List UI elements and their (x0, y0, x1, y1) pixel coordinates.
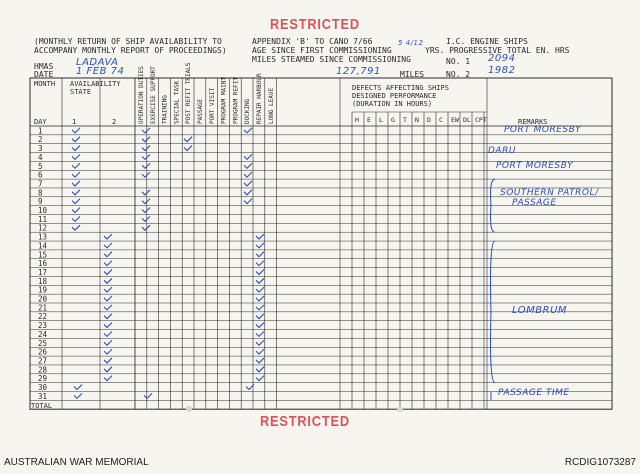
state2-tick (104, 243, 112, 248)
form-title-line1: (MONTHLY RETURN OF SHIP AVAILABILITY TO (34, 37, 222, 46)
day-number: 15 (38, 250, 48, 260)
state2-tick (104, 287, 112, 292)
state1-tick (72, 146, 80, 151)
footer-id: RCDIG1073287 (564, 457, 636, 468)
activity-header: POST REFIT TRIALS (185, 62, 193, 124)
operation-tick (142, 146, 150, 151)
state1-tick (72, 181, 80, 186)
remark-passage-time: PASSAGE TIME (498, 388, 570, 398)
operation-tick (142, 190, 150, 195)
hmas-value: LADAVA (76, 57, 119, 68)
punch-hole-left (186, 406, 192, 412)
state1-tick (74, 385, 82, 390)
maint-tick (256, 331, 264, 336)
activity-header: SPECIAL TASK (173, 80, 181, 124)
defect-code: D (427, 116, 431, 124)
day-number: 11 (38, 214, 48, 224)
defects-header-1: DEFECTS AFFECTING SHIPS (352, 84, 449, 92)
maint-tick (256, 323, 264, 328)
defect-code: G (391, 116, 395, 124)
operation-tick (142, 208, 150, 213)
operation-tick (142, 225, 150, 230)
day-number: 4 (38, 152, 43, 162)
total-label: TOTAL (31, 402, 53, 410)
defect-code: L (379, 116, 383, 124)
remark-port-moresby-2: PORT MORESBY (496, 161, 574, 171)
age-label: AGE SINCE FIRST COMMISSIONING (252, 46, 392, 55)
operation-tick (142, 137, 150, 142)
state2-tick (104, 296, 112, 301)
passage-tick (244, 190, 252, 195)
operation-tick (142, 216, 150, 221)
engine-ships-label: I.C. ENGINE SHIPS (446, 37, 528, 46)
state2-tick (104, 252, 112, 257)
state2-tick (104, 367, 112, 372)
day-number: 6 (38, 170, 43, 180)
maint-tick (256, 358, 264, 363)
day-number: 18 (38, 276, 48, 286)
no1-value: 2094 (488, 53, 516, 64)
passage-tick (244, 163, 252, 168)
defect-code: T (403, 116, 407, 124)
form-title-line2: ACCOMPANY MONTHLY REPORT OF PROCEEDINGS) (34, 46, 227, 55)
miles-value: 127,791 (336, 66, 381, 77)
day-number: 27 (38, 356, 48, 366)
defect-code: CPT (475, 116, 487, 124)
maint-tick (256, 287, 264, 292)
state2-header: 2 (112, 118, 117, 126)
defect-code: C (439, 116, 443, 124)
day-number: 25 (38, 338, 48, 348)
maint-tick (256, 340, 264, 345)
no2-label: NO. 2 (446, 70, 471, 79)
day-number: 3 (38, 144, 43, 154)
availability-header: AVAILABILITY (70, 80, 121, 88)
maint-tick (256, 314, 264, 319)
day-number: 22 (38, 312, 48, 322)
remark-daru: DARU (488, 146, 516, 156)
activity-header: OPERATION DUTIES (138, 66, 145, 124)
remark-southern-patrol: SOUTHERN PATROL/ (500, 188, 599, 198)
maint-tick (256, 349, 264, 354)
day-number: 14 (38, 241, 48, 251)
day-number: 2 (38, 135, 43, 145)
day-number: 19 (38, 285, 48, 295)
operation-tick (142, 172, 150, 177)
state2-tick (104, 376, 112, 381)
day-number: 23 (38, 321, 48, 331)
special-task-tick (184, 137, 192, 142)
day-number: 29 (38, 374, 48, 384)
date-value: 1 FEB 74 (76, 66, 125, 77)
miles-unit: MILES (400, 70, 425, 79)
defects-header-2: DESIGNED PERFORMANCE (352, 92, 437, 100)
day-number: 12 (38, 223, 48, 233)
state2-tick (104, 269, 112, 274)
activity-header: LONG LEAVE (267, 87, 275, 124)
no1-label: NO. 1 (446, 57, 471, 66)
operation-tick (142, 128, 150, 133)
state2-tick (104, 358, 112, 363)
defect-code: DL (463, 116, 471, 124)
state2-tick (104, 314, 112, 319)
port-visit-tick (244, 181, 252, 186)
day-header: DAY (34, 118, 47, 126)
yrs-label: YRS. PROGRESSIVE TOTAL EN. HRS (425, 46, 570, 55)
maint-tick (256, 269, 264, 274)
date-label: DATE (34, 70, 54, 79)
remark-passage: PASSAGE (512, 198, 557, 208)
day-number: 17 (38, 267, 48, 277)
activity-header: EXERCISE SUPPORT (149, 66, 157, 124)
defect-code: E (367, 116, 371, 124)
age-value: 5 4/12 (398, 39, 424, 47)
maint-tick (256, 305, 264, 310)
maint-tick (256, 367, 264, 372)
day-number: 5 (38, 161, 43, 171)
maint-tick (256, 278, 264, 283)
state2-tick (104, 305, 112, 310)
state2-tick (104, 331, 112, 336)
day-number: 20 (38, 294, 48, 304)
activity-header: PORT VISIT (208, 87, 216, 124)
day-number: 28 (38, 365, 48, 375)
day-number: 10 (38, 206, 48, 215)
state1-tick (72, 172, 80, 177)
remark-lombrum: LOMBRUM (512, 305, 568, 316)
activity-header: TRAINING (161, 95, 169, 124)
special-task-tick (184, 146, 192, 151)
activity-header: REPAIR HARBOUR (256, 73, 263, 124)
defect-code: H (355, 116, 359, 124)
state2-tick (104, 278, 112, 283)
state2-tick (104, 261, 112, 266)
operation-tick (144, 393, 152, 398)
state1-tick (72, 208, 80, 213)
hmas-label: HMAS (34, 62, 54, 71)
defect-code: EW (451, 116, 459, 124)
state-header: STATE (70, 88, 92, 96)
state1-tick (74, 393, 82, 398)
maint-tick (256, 376, 264, 381)
state1-tick (72, 128, 80, 133)
month-header: MONTH (34, 80, 56, 88)
activity-header: PROGRAM MAINT (220, 77, 228, 124)
day-number: 26 (38, 347, 48, 357)
restricted-stamp-top: RESTRICTED (269, 16, 360, 33)
defect-code: N (415, 116, 419, 124)
port-visit-tick (244, 154, 252, 159)
state1-tick (72, 225, 80, 230)
miles-commissioning-label: MILES STEAMED SINCE COMMISSIONING (252, 55, 411, 64)
port-visit-tick (244, 128, 252, 133)
day-number: 7 (38, 179, 43, 189)
day-number: 8 (38, 188, 43, 198)
remark-port-moresby-1: PORT MORESBY (504, 125, 582, 135)
maint-tick (256, 296, 264, 301)
state1-tick (72, 154, 80, 159)
day-number: 21 (38, 303, 48, 313)
day-number: 1 (38, 126, 43, 136)
day-number: 16 (38, 259, 48, 269)
day-number: 24 (38, 329, 48, 339)
state1-header: 1 (72, 118, 77, 126)
day-number: 31 (38, 391, 48, 401)
activity-header: PASSAGE (197, 98, 204, 124)
form-frame (30, 78, 612, 409)
appendix-label: APPENDIX 'B' TO CANO 7/66 (252, 37, 373, 46)
day-number: 30 (38, 383, 48, 392)
maint-tick (256, 261, 264, 266)
operation-tick (142, 199, 150, 204)
state1-tick (72, 216, 80, 221)
footer-source: AUSTRALIAN WAR MEMORIAL (4, 457, 149, 468)
day-number: 9 (38, 197, 43, 207)
maint-tick (256, 243, 264, 248)
punch-hole-right (397, 406, 403, 412)
state2-tick (104, 323, 112, 328)
operation-tick (142, 163, 150, 168)
activity-header: PROGRAM REFIT (232, 77, 240, 124)
state1-tick (72, 163, 80, 168)
state2-tick (104, 349, 112, 354)
day-number: 13 (38, 232, 48, 242)
state1-tick (72, 190, 80, 195)
defects-header-3: (DURATION IN HOURS) (352, 100, 433, 108)
state1-tick (72, 137, 80, 142)
activity-header: DOCKING (244, 98, 252, 124)
state2-tick (104, 340, 112, 345)
maint-tick (256, 252, 264, 257)
passage-tick (244, 199, 252, 204)
no2-value: 1982 (488, 65, 516, 76)
passage-tick (244, 172, 252, 177)
state1-tick (72, 199, 80, 204)
maint-tick (256, 234, 264, 239)
remarks-header: REMARKS (518, 118, 548, 126)
operation-tick (142, 154, 150, 159)
state2-tick (104, 234, 112, 239)
restricted-stamp-bottom: RESTRICTED (259, 413, 350, 430)
